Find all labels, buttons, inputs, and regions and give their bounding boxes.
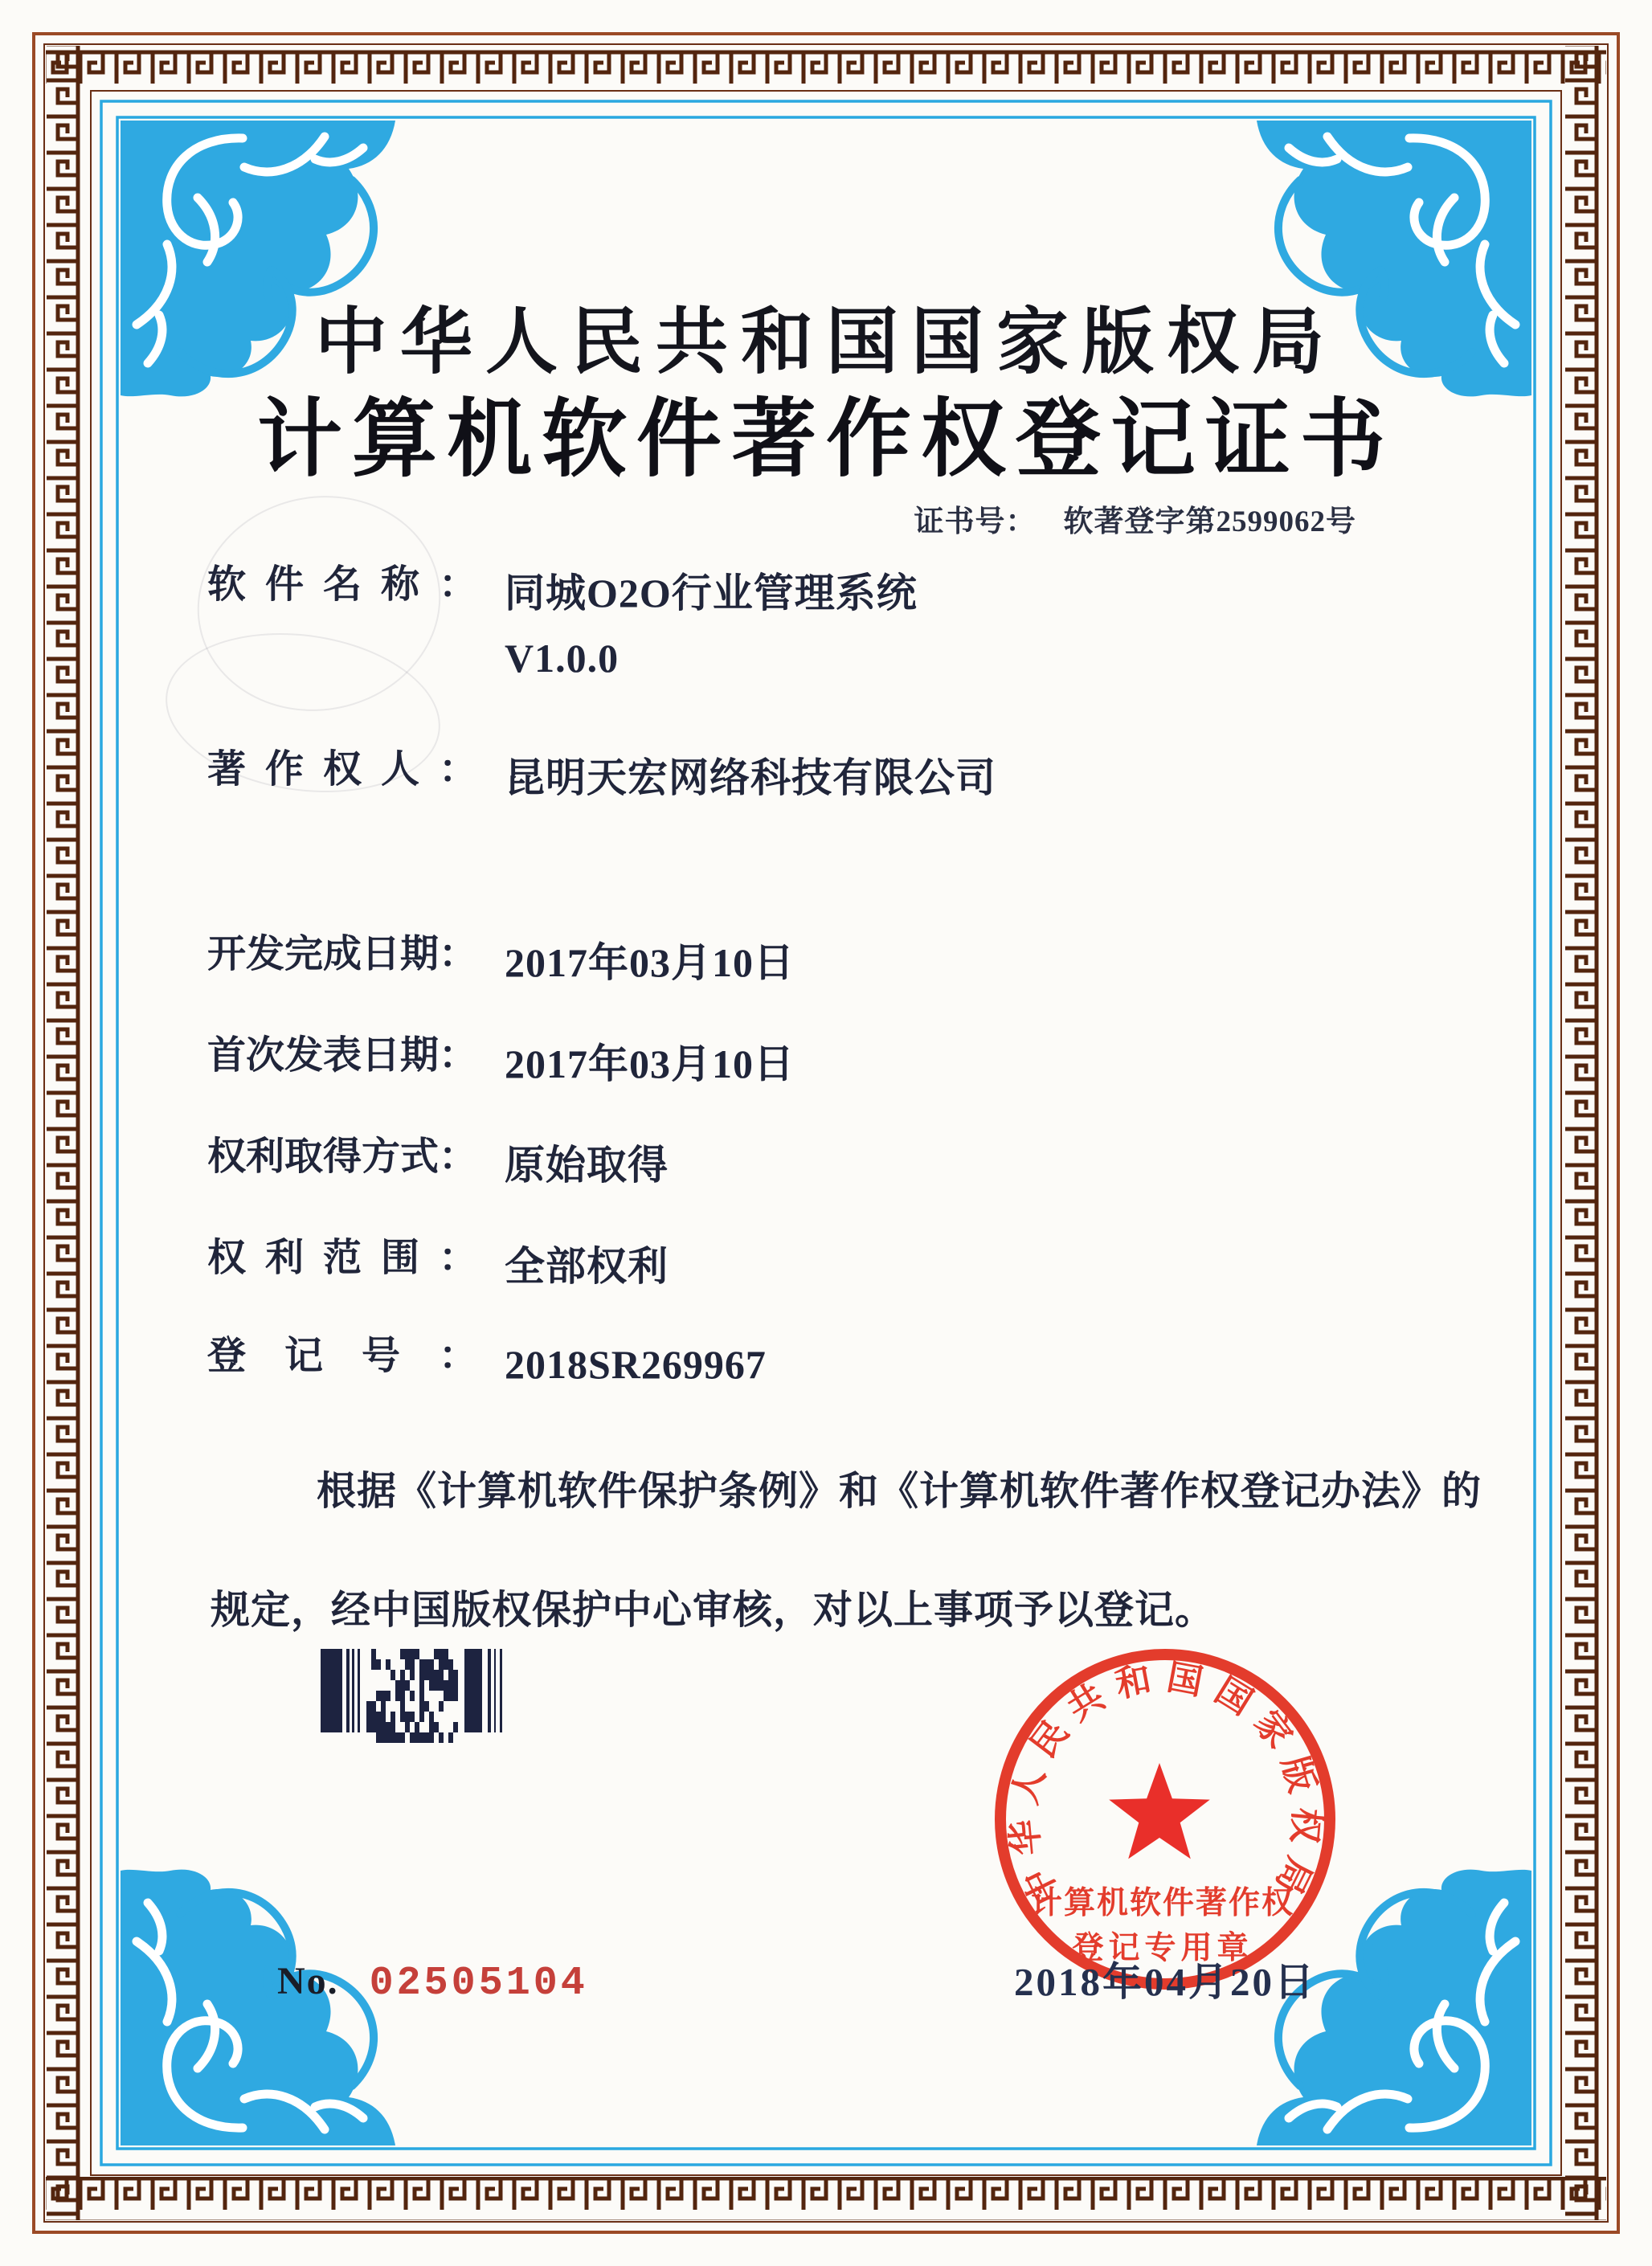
field-copyright-owner	[207, 746, 996, 811]
software-version: V1.0.0	[505, 636, 620, 681]
field-value: 2017年03月10日	[505, 1041, 795, 1086]
issuing-authority-title: 中华人民共和国国家版权局	[315, 303, 1337, 382]
field-registration-number	[207, 1332, 767, 1397]
pdf417-barcode	[321, 1649, 523, 1732]
field-label: 著作权人：	[207, 748, 477, 791]
field-value: 昆明天宏网络科技有限公司	[505, 755, 996, 800]
field-label: 权利范围：	[207, 1237, 477, 1279]
field-right-scope	[207, 1234, 669, 1299]
field-dev-complete-date	[207, 931, 795, 996]
certificate-title: 计算机软件著作权登记证书	[257, 393, 1395, 487]
field-value: 原始取得	[505, 1143, 669, 1188]
star-icon	[1109, 1763, 1210, 1859]
statement-line-2: 规定，经中国版权保护中心审核，对以上事项予以登记。	[211, 1588, 1216, 1632]
certificate-number-value: 软著登字第2599062号	[1063, 505, 1356, 538]
certificate-serial-line	[277, 1959, 588, 2006]
seal-inner-line-1: 计算机软件著作权	[1030, 1886, 1295, 1920]
field-label: 开发完成日期：	[207, 933, 478, 976]
certificate-number-label: 证书号：	[914, 505, 1037, 538]
serial-no-value: 02505104	[369, 1961, 588, 2006]
field-software-name	[207, 561, 918, 691]
field-value: 全部权利	[505, 1244, 669, 1289]
field-right-acquisition	[207, 1133, 669, 1198]
field-value: 2018SR269967	[505, 1342, 767, 1387]
field-value: 2017年03月10日	[505, 940, 795, 985]
seal-ring-text: 中华人民共和国国家版权局	[1004, 1657, 1327, 1912]
certificate-number-line	[914, 497, 1357, 540]
seal-date: 2018年04月20日	[1013, 1960, 1316, 2004]
field-label: 登记号：	[207, 1335, 477, 1377]
field-first-publish-date	[207, 1032, 795, 1097]
field-label: 首次发表日期：	[207, 1034, 478, 1077]
field-value: 同城O2O行业管理系统 V1.0.0	[505, 561, 918, 691]
statement-line-1: 根据《计算机软件保护条例》和《计算机软件著作权登记办法》的	[317, 1469, 1482, 1513]
field-label: 软件名称：	[207, 563, 477, 606]
seal-inner-line-2: 登记专用章	[1072, 1931, 1253, 1965]
field-label: 权利取得方式：	[207, 1135, 478, 1178]
serial-no-label: No.	[277, 1960, 339, 2002]
